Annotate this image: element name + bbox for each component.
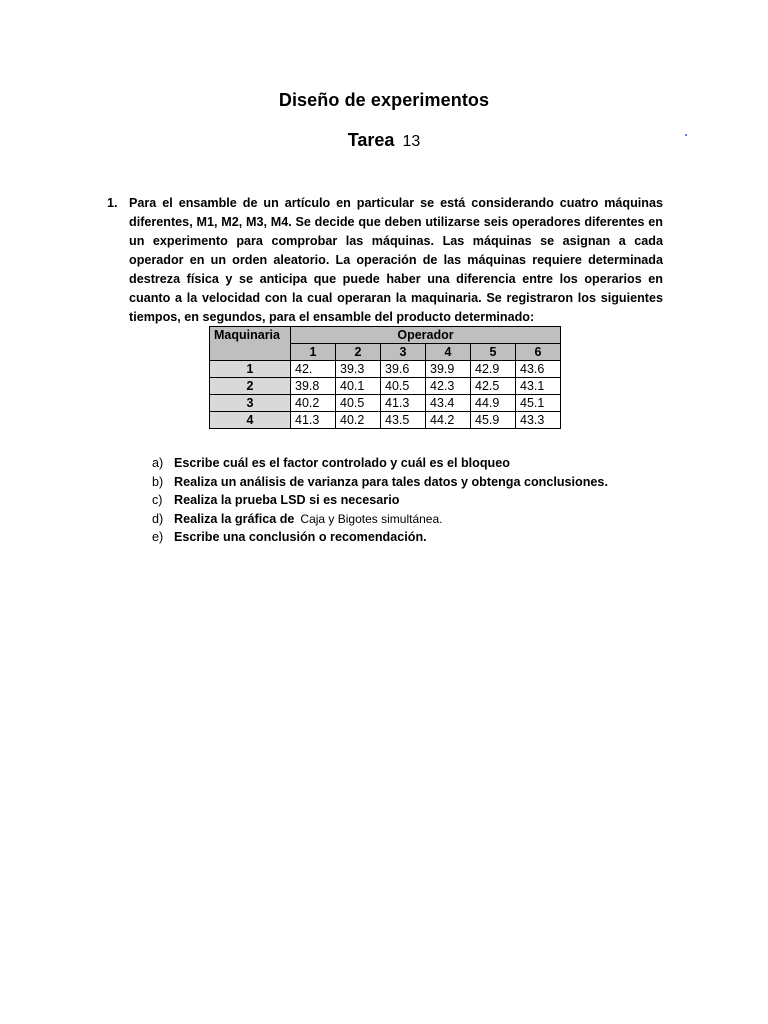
item-filled-text: Caja y Bigotes simultánea. [300, 511, 443, 526]
table-cell: 40.1 [336, 378, 381, 395]
table-cell: 43.3 [516, 412, 561, 429]
table-col-header: 6 [516, 344, 561, 361]
table-cell: 39.8 [291, 378, 336, 395]
page-title: Diseño de experimentos [278, 90, 490, 110]
item-text: Escribe una conclusión o recomendación. [174, 530, 427, 544]
table-cell: 43.4 [426, 395, 471, 412]
item-text: Realiza la gráfica de [174, 511, 295, 526]
table-cell: 40.2 [336, 412, 381, 429]
item-letter: b) [152, 474, 164, 489]
table-cell: 40.5 [381, 378, 426, 395]
item-letter: d) [152, 511, 164, 526]
list-item [152, 510, 652, 529]
assignment-label: Tarea [347, 130, 395, 150]
table-row [210, 361, 561, 378]
row-label: 1 [210, 361, 291, 378]
table-cell: 43.1 [516, 378, 561, 395]
table-cell: 39.3 [336, 361, 381, 378]
table-row [210, 378, 561, 395]
task-list [152, 454, 652, 547]
item-text-wrap [174, 510, 442, 529]
item-text: Escribe cuál es el factor controlado y cuál es el bloqueo [174, 456, 510, 470]
question-text: Para el ensamble de un artículo en particular se está considerando cuatro máquinas diferentes, M1, M2, M3, M4. Se decide que deben utilizarse seis operadores diferentes en un experimento para comprobar las máquinas. Las máquinas se asignan a cada operador en un orden aleatorio. La operación de las máquinas requiere determinada destreza física y se anticipa que puede haber una diferencia entre los operarios en cuanto a la velocidad con la cual operaran la maquinaria. Se registraron los siguientes tiempos, en segundos, para el ensamble del producto determinado: [129, 196, 663, 324]
list-item [152, 528, 652, 547]
item-text: Realiza un análisis de varianza para tales datos y obtenga conclusiones. [174, 474, 608, 489]
table-col-header: 3 [381, 344, 426, 361]
table-cell: 45.1 [516, 395, 561, 412]
table-cell: 41.3 [381, 395, 426, 412]
list-item [152, 454, 652, 473]
data-table [209, 326, 561, 429]
question-1 [107, 194, 663, 327]
item-letter: c) [152, 493, 163, 507]
table-row [210, 395, 561, 412]
assignment-heading [0, 130, 768, 151]
table-cell: 40.5 [336, 395, 381, 412]
row-label: 3 [210, 395, 291, 412]
table-cell: 43.5 [381, 412, 426, 429]
table-cell: 40.2 [291, 395, 336, 412]
table-col-header: 4 [426, 344, 471, 361]
table-cell: 42.3 [426, 378, 471, 395]
question-number: 1. [107, 196, 118, 210]
assignment-number: 13 [402, 133, 421, 150]
table-col-header: 1 [291, 344, 336, 361]
list-item [152, 491, 652, 510]
list-item [152, 473, 652, 492]
table-cell: 45.9 [471, 412, 516, 429]
table-col-header: 5 [471, 344, 516, 361]
table-row-header: Maquinaria [210, 327, 291, 361]
stray-dot [685, 134, 687, 136]
table-cell: 41.3 [291, 412, 336, 429]
row-label: 2 [210, 378, 291, 395]
item-letter: e) [152, 530, 164, 544]
table-cell: 44.9 [471, 395, 516, 412]
item-text: Realiza la prueba LSD si es necesario [174, 493, 400, 507]
table-cell: 44.2 [426, 412, 471, 429]
table-cell: 39.6 [381, 361, 426, 378]
table-cell: 42.5 [471, 378, 516, 395]
table-row [210, 412, 561, 429]
item-letter: a) [152, 456, 164, 470]
table-cell: 42.9 [471, 361, 516, 378]
row-label: 4 [210, 412, 291, 429]
table-group-header: Operador [291, 327, 561, 344]
table-cell: 39.9 [426, 361, 471, 378]
table-cell: 43.6 [516, 361, 561, 378]
table-col-header: 2 [336, 344, 381, 361]
table-cell: 42. [291, 361, 336, 378]
